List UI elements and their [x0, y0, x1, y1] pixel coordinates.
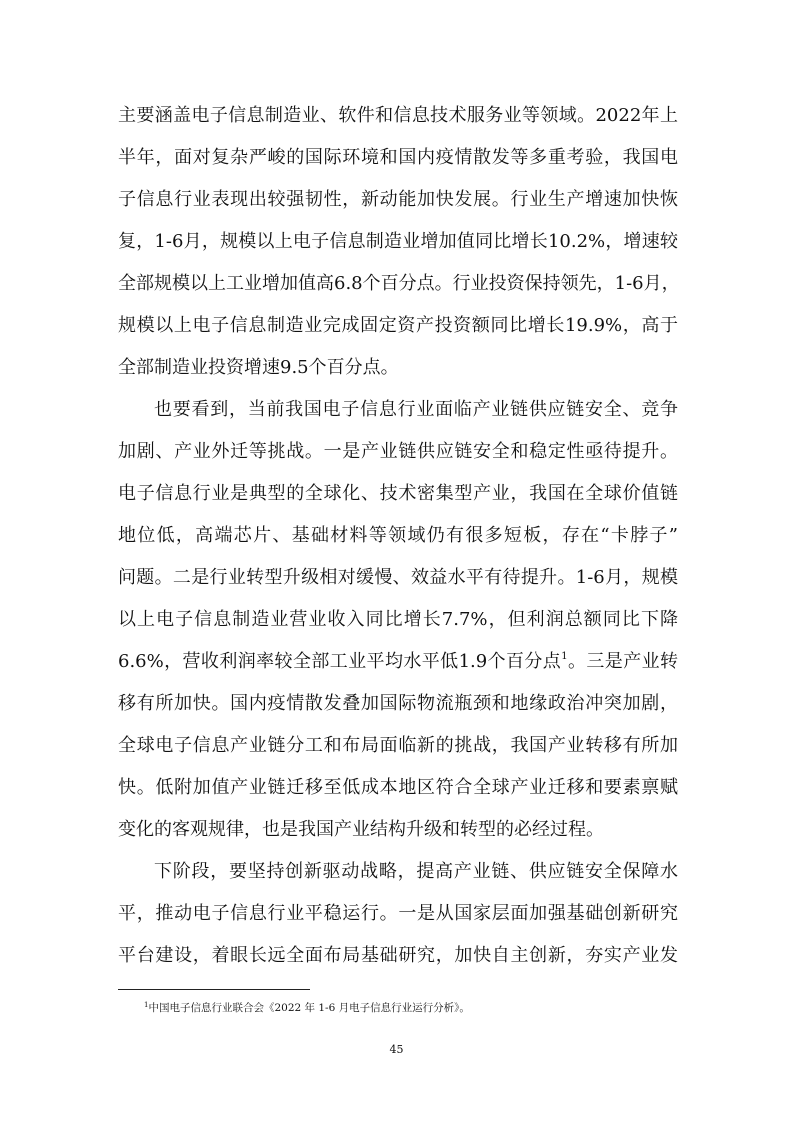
paragraph-line: 半年，面对复杂严峻的国际环境和国内疫情散发等多重考验，我国电 — [118, 147, 678, 168]
paragraph-line: 复，1-6月，规模以上电子信息制造业增加值同比增长10.2%，增速较 — [118, 231, 678, 252]
footnote-marker: 1 — [144, 1001, 149, 1009]
paragraph-line: 电子信息行业是典型的全球化、技术密集型产业，我国在全球价值链 — [118, 483, 678, 504]
paragraph-line: 地位低，高端芯片、基础材料等领域仍有很多短板，存在“卡脖子” — [118, 525, 678, 546]
footnote — [144, 1001, 470, 1015]
paragraph-line: 快。低附加值产业链迁移至低成本地区符合全球产业迁移和要素禀赋 — [118, 777, 678, 798]
footnote-text: 中国电子信息行业联合会《2022 年 1-6 月电子信息行业运行分析》。 — [148, 1002, 470, 1014]
paragraph-line: 也要看到，当前我国电子信息行业面临产业链供应链安全、竞争 — [154, 399, 678, 420]
paragraph-line: 加剧、产业外迁等挑战。一是产业链供应链安全和稳定性亟待提升。 — [118, 441, 678, 462]
paragraph-line: 全部制造业投资增速9.5个百分点。 — [118, 357, 399, 378]
paragraph-line-text: 6.6%，营收利润率较全部工业平均水平低1.9个百分点 — [118, 651, 562, 672]
paragraph-line: 下阶段，要坚持创新驱动战略，提高产业链、供应链安全保障水 — [154, 861, 678, 882]
paragraph-line: 全球电子信息产业链分工和布局面临新的挑战，我国产业转移有所加 — [118, 735, 678, 756]
paragraph-line: 平，推动电子信息行业平稳运行。一是从国家层面加强基础创新研究 — [118, 903, 678, 924]
paragraph-line: 以上电子信息制造业营业收入同比增长7.7%，但利润总额同比下降 — [118, 609, 678, 630]
footnote-divider — [118, 989, 310, 990]
paragraph-line: 规模以上电子信息制造业完成固定资产投资额同比增长19.9%，高于 — [118, 315, 678, 336]
paragraph-line: 问题。二是行业转型升级相对缓慢、效益水平有待提升。1-6月，规模 — [118, 567, 678, 588]
page-number: 45 — [389, 1043, 404, 1056]
paragraph-line: 变化的客观规律，也是我国产业结构升级和转型的必经过程。 — [118, 819, 604, 840]
paragraph-line-with-footnote — [118, 650, 678, 674]
footnote-reference[interactable]: 1 — [561, 651, 568, 662]
paragraph-line: 主要涵盖电子信息制造业、软件和信息技术服务业等领域。2022年上 — [118, 105, 678, 126]
paragraph-line-text: 。三是产业转 — [567, 651, 679, 672]
paragraph-line: 子信息行业表现出较强韧性，新动能加快发展。行业生产增速加快恢 — [118, 189, 678, 210]
paragraph-line: 全部规模以上工业增加值高6.8个百分点。行业投资保持领先，1-6月， — [118, 273, 680, 294]
paragraph-line: 平台建设，着眼长远全面布局基础研究，加快自主创新，夯实产业发 — [118, 945, 678, 966]
paragraph-line: 移有所加快。国内疫情散发叠加国际物流瓶颈和地缘政治冲突加剧， — [118, 693, 678, 714]
